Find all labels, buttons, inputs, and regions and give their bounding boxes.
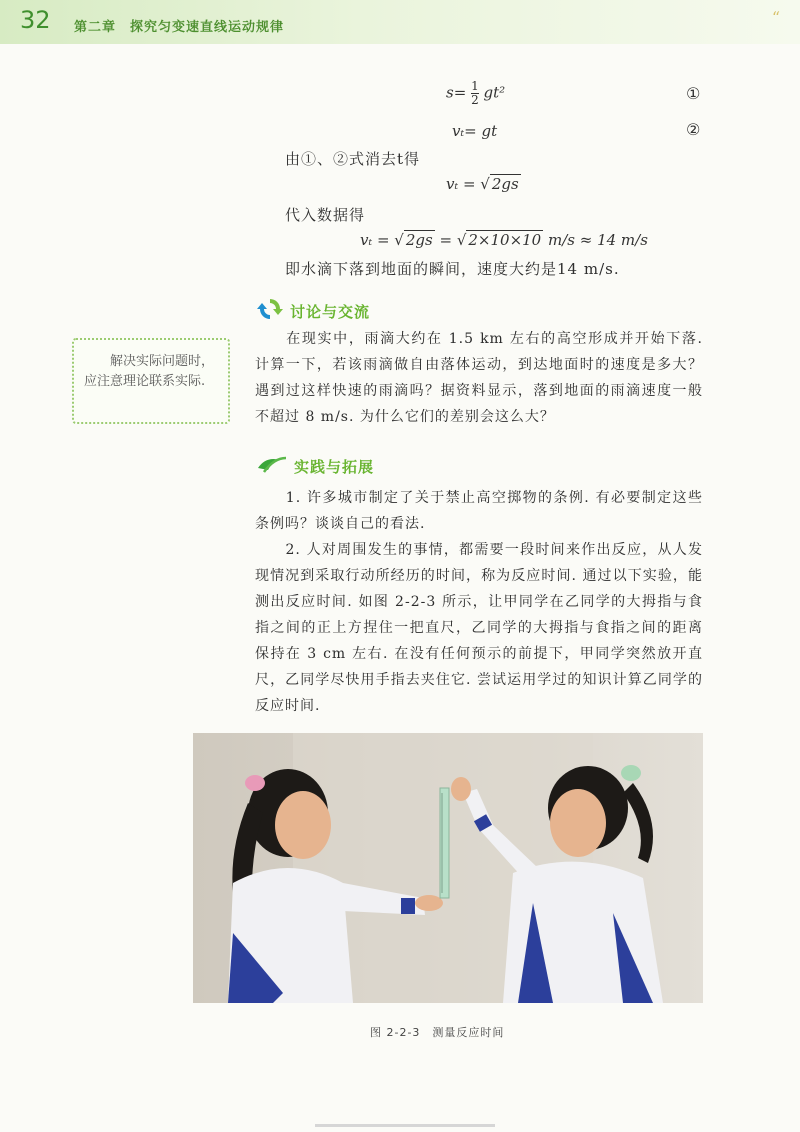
fraction-denominator: 2 <box>471 93 479 107</box>
corner-mark: “ <box>771 8 780 27</box>
equation-3 <box>446 175 521 193</box>
equation-1-lhs: s= <box>446 83 467 102</box>
margin-note <box>72 338 230 424</box>
chapter-title: 第二章 探究匀变速直线运动规律 <box>74 20 285 35</box>
practice-label: 实践与拓展 <box>294 457 375 476</box>
equation-1-rhs: gt² <box>483 83 506 102</box>
sqrt-symbol: √ <box>480 175 490 193</box>
equation-1 <box>446 80 505 107</box>
sqrt-symbol: √ <box>394 231 404 249</box>
discussion-heading <box>256 296 370 326</box>
recycle-arrows-icon <box>256 296 284 326</box>
bottom-divider <box>315 1124 495 1127</box>
equation-4-equals: = <box>434 231 457 249</box>
leaf-swoosh-icon <box>256 454 288 478</box>
fraction-numerator: 1 <box>471 79 479 93</box>
equation-1-number: ① <box>686 84 701 103</box>
equation-4-lhs: vₜ = <box>360 231 390 249</box>
practice-item-1: 1. 许多城市制定了关于禁止高空掷物的条例. 有必要制定这些条例吗？谈谈自己的看法. <box>255 490 703 532</box>
equation-1-fraction <box>471 80 479 107</box>
derivation-text-2: 代入数据得 <box>285 206 366 224</box>
sqrt-symbol: √ <box>456 231 467 249</box>
discussion-paragraph: 在现实中，雨滴大约在 1.5 km 左右的高空形成并开始下落. 计算一下，若该雨滴做自由落体运动，到达地面时的速度是多大？遇到过这样快速的雨滴吗？据资料显示，落到地面的雨滴速度一般不超过 8 m/s. 为什么它们的差别会这么大？ <box>255 331 703 425</box>
discussion-label: 讨论与交流 <box>290 302 371 321</box>
derivation-conclusion: 即水滴下落到地面的瞬间，速度大约是14 m/s. <box>285 260 620 278</box>
reaction-time-photo <box>193 733 703 1003</box>
page-header <box>0 0 800 44</box>
practice-item-2: 2. 人对周围发生的事情，都需要一段时间来作出反应，从人发现情况到采取行动所经历的时间，称为反应时间. 通过以下实验，能测出反应时间. 如图 2-2-3 所示，让甲同学在乙同学的大拇指与食指之间的正上方捏住一把直尺，乙同学的大拇指与食指之间的距离保持在 3 cm 左右. 在没有任何预示的前提下，甲同学突然放开直尺，乙同学尽快用手指去夹住它. 尝试运用学过的知识计算乙同学的反应时间. <box>255 542 703 714</box>
equation-3-radicand: 2gs <box>491 175 519 193</box>
page-number: 32 <box>20 6 51 34</box>
equation-2-number: ② <box>686 120 701 139</box>
practice-heading <box>256 454 374 478</box>
figure-caption: 图 2-2-3 测量反应时间 <box>370 1026 505 1039</box>
equation-2: vₜ= gt <box>452 122 498 140</box>
margin-note-text: 解决实际问题时，应注意理论联系实际. <box>84 354 215 389</box>
equation-3-lhs: vₜ = <box>446 175 476 193</box>
equation-4-radicand-2: 2×10×10 <box>468 231 542 249</box>
equation-4-rhs: m/s ≈ 14 m/s <box>543 231 648 249</box>
derivation-text-1: 由①、②式消去t得 <box>285 150 421 168</box>
equation-4 <box>360 231 648 249</box>
equation-4-radicand-1: 2gs <box>405 231 433 249</box>
